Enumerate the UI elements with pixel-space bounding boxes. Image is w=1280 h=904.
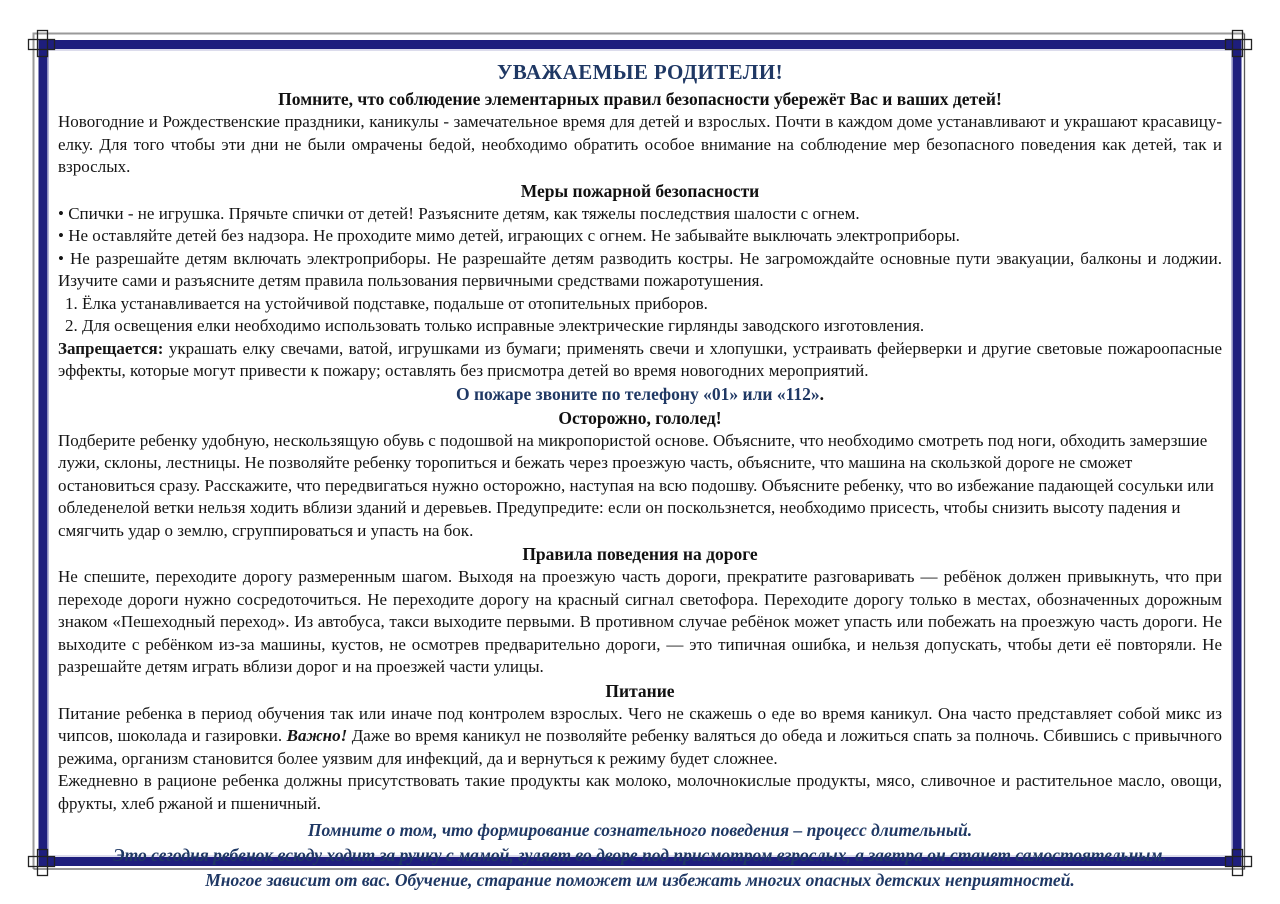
emergency-phone-text: О пожаре звоните по телефону «01» или «112» [455, 383, 820, 404]
intro-paragraph: Новогодние и Рождественские праздники, каникулы - замечательное время для детей и взрослых. Почти в каждом доме устанавливают и украшают красавицу-елку. Для того чтобы эти дни не были омрачены бедой, необходимо обратить особое внимание на соблюдение мер безопасного поведения как детей, так и взрослых. [58, 112, 1222, 176]
tree-rule-garlands: 2. Для освещения елки необходимо использовать только исправные электрические гирлянды заводского изготовления. [65, 316, 925, 335]
footer-line-3: Многое зависит от вас. Обучение, старание поможет им избежать многих опасных детских неприятностей. [205, 870, 1075, 890]
forbidden-paragraph [58, 338, 1222, 383]
nutrition-text-a: Питание ребенка в период обучения так или иначе под контролем взрослых. Чего не скажешь о еде во время каникул. Она часто представляет собой микс из чипсов, шоколада и газировки. [58, 703, 1222, 745]
nutrition-paragraph-2: Ежедневно в рационе ребенка должны присутствовать такие продукты как молоко, молочнокислые продукты, мясо, сливочное и растительное масло, овощи, фрукты, хлеб ржаной и пшеничный. [58, 771, 1222, 813]
forbidden-label: Запрещается: [58, 338, 164, 358]
footer-line-1: Помните о том, что формирование сознательного поведения – процесс длительный. [307, 820, 973, 840]
footer-advice-block [58, 818, 1222, 893]
nutrition-important-label: Важно! [286, 726, 348, 745]
page-title: УВАЖАЕМЫЕ РОДИТЕЛИ! [497, 60, 783, 84]
phone-line-period: . [819, 383, 825, 404]
fire-bullet-supervision: • Не оставляйте детей без надзора. Не проходите мимо детей, играющих с огнем. Не забывайте выключать электроприборы. [58, 226, 960, 245]
nutrition-text-b: Даже во время каникул не позволяйте ребенку валяться до обеда и ложиться спать за полночь. Сбившись с привычного режима, организм становится более уязвим для инфекций, да и вернуться к режиму будет сложнее. [58, 726, 1222, 768]
nutrition-paragraph-1 [58, 703, 1222, 771]
fire-bullet-matches: • Спички - не игрушка. Прячьте спички от детей! Разъясните детям, как тяжелы последствия шалости с огнем. [58, 203, 860, 223]
notice-content [52, 58, 1228, 893]
fire-bullet-appliances: • Не разрешайте детям включать электроприборы. Не разрешайте детям разводить костры. Не загромождайте основные пути эвакуации, балконы и лоджии. Изучите сами и разъясните детям правила пользования первичными средствами пожаротушения. [58, 248, 1222, 290]
tree-rule-stand: 1. Ёлка устанавливается на устойчивой подставке, подальше от отопительных приборов. [65, 293, 708, 313]
road-rules-heading: Правила поведения на дороге [522, 544, 758, 564]
ice-paragraph: Подберите ребенку удобную, нескользящую обувь с подошвой на микропористой основе. Объясните, что необходимо смотреть под ноги, обходить замерзшие лужи, склоны, лестницы. Не позволяйте ребенку торопиться и бежать через проезжую часть, объясните, что машина на скользкой дороге не сможет остановиться сразу. Расскажите, что передвигаться нужно осторожно, наступая на всю подошву. Объясните ребенку, что во избежание падающей сосульки или обледенелой ветки нельзя ходить вблизи зданий и деревьев. Предупредите: если он поскользнется, необходимо присесть, чтобы снизить высоту падения и смягчить удар о землю, сгруппироваться и упасть на бок. [58, 430, 1214, 540]
footer-line-2: Это сегодня ребенок всюду ходит за ручку с мамой, гуляет во дворе под присмотром взрослых, а завтра он станет самостоятельным. [113, 845, 1167, 865]
ice-heading: Осторожно, гололед! [558, 407, 722, 428]
forbidden-text: украшать елку свечами, ватой, игрушками из бумаги; применять свечи и хлопушки, устраивать фейерверки и другие световые пожароопасные эффекты, которые могут привести к пожару; оставлять без присмотра детей во время новогодних мероприятий. [58, 338, 1222, 380]
road-rules-paragraph: Не спешите, переходите дорогу размеренным шагом. Выходя на проезжую часть дороги, прекратите разговаривать — ребёнок должен привыкнуть, что при переходе дороги нужно сосредоточиться. Не переходите дорогу на красный сигнал светофора. Переходите дорогу только в местах, обозначенных дорожным знаком «Пешеходный переход». Из автобуса, такси выходите первыми. В противном случае ребёнок может упасть или побежать на проезжую часть дороги. Не выходите с ребёнком из-за машины, кустов, не осмотрев предварительно дороги, — это типичная ошибка, и нельзя допускать, чтобы дети её повторяли. Не разрешайте детям играть вблизи дорог и на проезжей части улицы. [58, 567, 1222, 676]
subtitle: Помните, что соблюдение элементарных правил безопасности убережёт Вас и ваших детей! [278, 89, 1002, 109]
nutrition-heading: Питание [605, 680, 675, 701]
emergency-phone-line [58, 383, 1222, 406]
fire-safety-heading: Меры пожарной безопасности [520, 180, 760, 201]
